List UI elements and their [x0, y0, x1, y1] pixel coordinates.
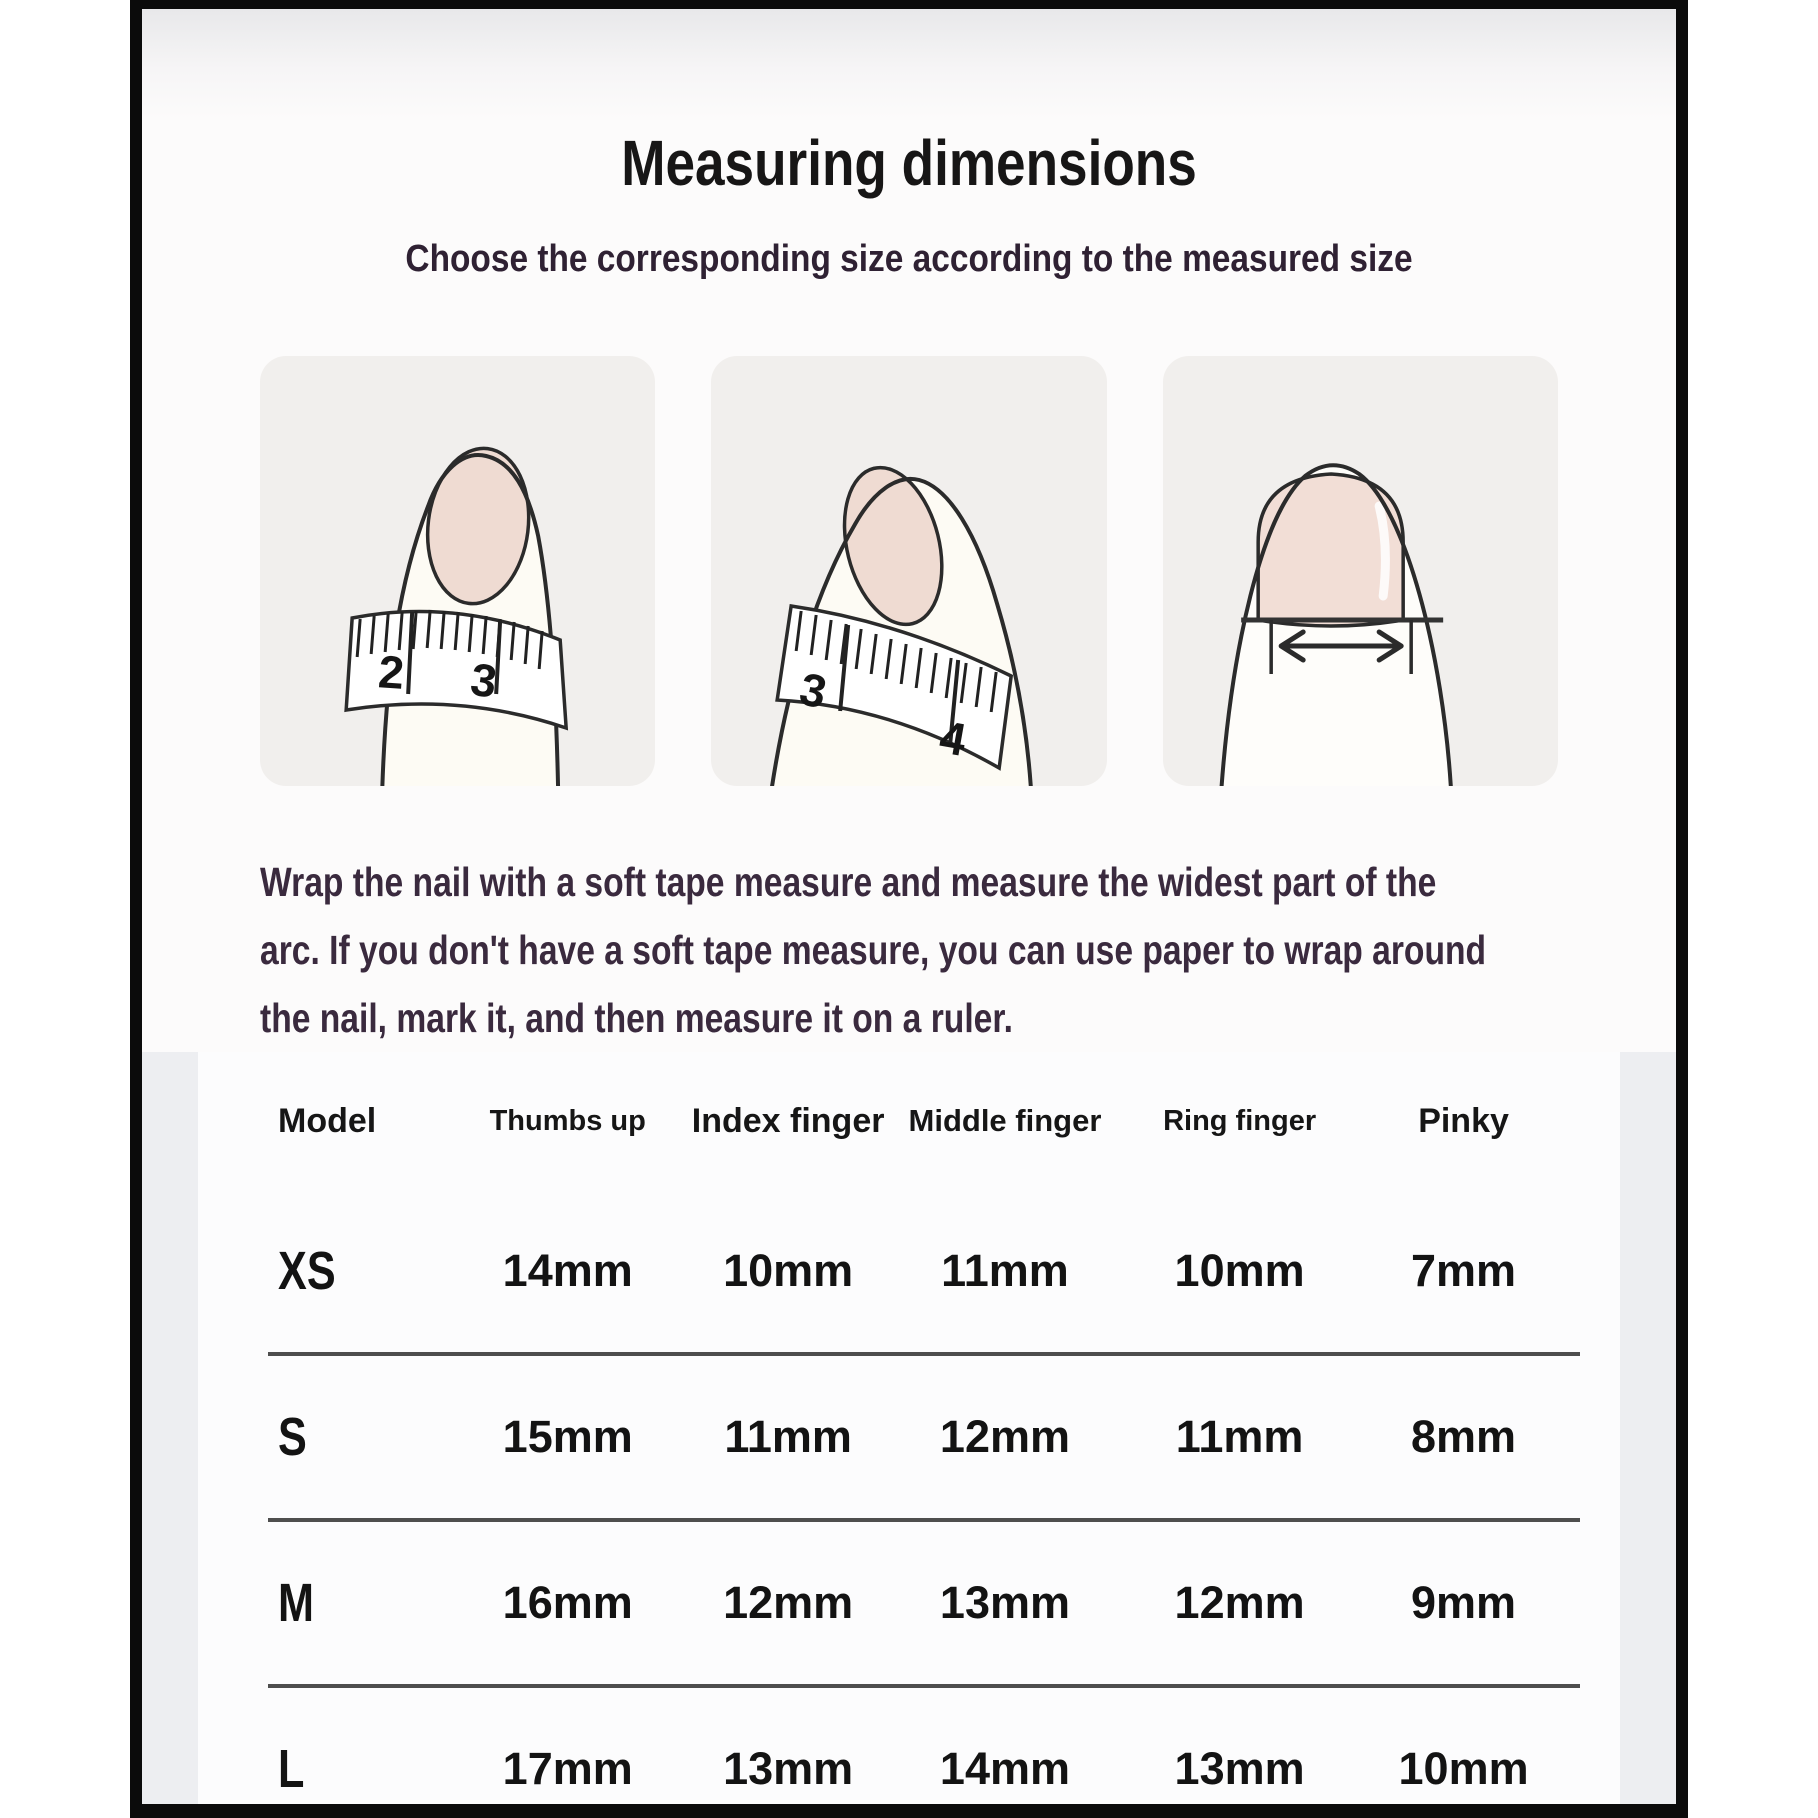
- measurement-value: 13mm: [939, 1577, 1070, 1628]
- tape-number: 3: [795, 662, 832, 719]
- measurement-value: 13mm: [723, 1743, 854, 1794]
- measurement-value: 16mm: [502, 1577, 633, 1628]
- table-row-s: [198, 1356, 1620, 1518]
- illustration-panel-1: [260, 356, 655, 786]
- table-header-row: [198, 1052, 1620, 1190]
- tape-number: 2: [376, 645, 406, 699]
- measurement-value: 11mm: [941, 1245, 1069, 1296]
- instructions-line: the nail, mark it, and then measure it on a ruler.: [260, 995, 1013, 1041]
- measurement-value: 14mm: [502, 1245, 633, 1296]
- measurement-value: 7mm: [1411, 1245, 1517, 1296]
- measurement-value: 12mm: [939, 1411, 1070, 1462]
- size-guide-frame: [130, 0, 1688, 1818]
- page-subtitle: Choose the corresponding size according to the measured size: [405, 238, 1413, 280]
- instructions-line: Wrap the nail with a soft tape measure and measure the widest part of the: [260, 859, 1437, 905]
- nail-width-illustration: [1163, 356, 1558, 786]
- size-table: [198, 1052, 1620, 1804]
- table-row-xs: [198, 1190, 1620, 1352]
- column-header-model: Model: [278, 1101, 377, 1140]
- measurement-value: 15mm: [502, 1411, 633, 1462]
- finger-tape-illustration-1: [260, 356, 655, 786]
- column-header-ring-finger: Ring finger: [1163, 1104, 1317, 1137]
- measurement-value: 12mm: [1174, 1577, 1305, 1628]
- measurement-value: 11mm: [724, 1411, 852, 1462]
- finger-tape-illustration-2: [711, 356, 1106, 786]
- instructions-line: arc. If you don't have a soft tape measure, you can use paper to wrap around: [260, 927, 1487, 973]
- size-label: S: [278, 1407, 307, 1467]
- size-table-section: [142, 1052, 1676, 1804]
- column-header-index-finger: Index finger: [691, 1101, 885, 1140]
- tape-number: 4: [936, 710, 971, 767]
- measurement-value: 10mm: [723, 1245, 854, 1296]
- size-label: L: [278, 1739, 305, 1799]
- illustration-panel-3: [1163, 356, 1558, 786]
- measurement-value: 10mm: [1398, 1743, 1529, 1794]
- size-label: M: [278, 1573, 314, 1633]
- column-header-pinky: Pinky: [1418, 1101, 1509, 1140]
- tape-number: 3: [467, 652, 501, 708]
- table-row-l: [198, 1688, 1620, 1804]
- measurement-value: 12mm: [723, 1577, 854, 1628]
- instructions-text: [260, 848, 1676, 1052]
- table-row-m: [198, 1522, 1620, 1684]
- measurement-value: 14mm: [939, 1743, 1070, 1794]
- measurement-value: 10mm: [1174, 1245, 1305, 1296]
- size-guide-content: [142, 9, 1676, 1804]
- column-header-middle-finger: Middle finger: [908, 1103, 1102, 1138]
- size-label: XS: [278, 1241, 336, 1301]
- measurement-value: 9mm: [1411, 1577, 1517, 1628]
- illustration-panel-2: [711, 356, 1106, 786]
- page-title: Measuring dimensions: [621, 127, 1197, 199]
- measurement-value: 11mm: [1175, 1411, 1304, 1462]
- measurement-value: 17mm: [502, 1743, 633, 1794]
- measurement-value: 8mm: [1411, 1411, 1517, 1462]
- measurement-value: 13mm: [1174, 1743, 1305, 1794]
- illustration-row: [260, 356, 1558, 786]
- column-header-thumb: Thumbs up: [489, 1104, 646, 1137]
